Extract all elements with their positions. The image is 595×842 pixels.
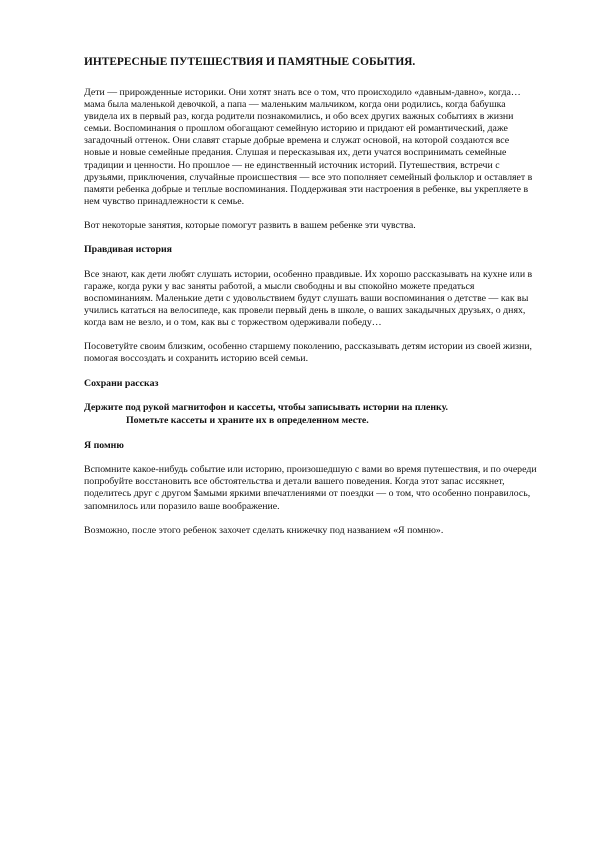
section-heading-save-story: Сохрани рассказ	[84, 377, 159, 389]
i-remember-paragraph-1: Вспомните какое-нибудь событие или историю, произошедшую с вами во время путешествия, и по очереди попробуйте восстановить все обстоятельства и детали вашего поведения. Когда этот запас иссякнет, поделитесь друг с другом $амыми яркими впечатлениями от поездки — о том, что особенно понравилось, запомнилось или поразило ваше воображение.	[84, 464, 537, 512]
i-remember-paragraph-2: Возможно, после этого ребенок захочет сделать книжечку под названием «Я помню».	[84, 524, 444, 536]
document-title: ИНТЕРЕСНЫЕ ПУТЕШЕСТВИЯ И ПАМЯТНЫЕ СОБЫТИЯ.	[84, 56, 416, 68]
section-heading-true-story: Правдивая история	[84, 244, 172, 256]
true-story-paragraph-2: Посоветуйте своим близким, особенно старшему поколению, рассказывать детям истории из своей жизни, помогая воссоздать и сохранить историю всей семьи.	[84, 341, 533, 365]
save-story-line-1: Держите под рукой магнитофон и кассеты, чтобы записывать истории на пленку.	[84, 402, 448, 413]
save-story-line-2: Пометьте кассеты и храните их в определенном месте.	[126, 414, 369, 426]
section-heading-i-remember: Я помню	[84, 440, 124, 451]
true-story-paragraph-1: Все знают, как дети любят слушать истории, особенно правдивые. Их хорошо рассказывать на кухне или в гараже, когда руки у вас заняты работой, а мысли свободны и вы спокойно можете предаться воспоминаниям. Маленькие дети с удовольствием будут слушать ваши воспоминания о детстве — как вы учились кататься на велосипеде, как провели первый день в школе, о ваших закадычных друзьях, о днях, когда вам не везло, и о том, как вы с торжеством одерживали победу…	[84, 268, 533, 329]
intro-paragraph: Дети — прирожденные историки. Они хотят знать все о том, что происходило «давным-давно», когда… мама была маленькой девочкой, а папа — маленьким мальчиком, когда они родились, когда бабушка увидела их в первый раз, когда родители познакомились, и обо всех других важных событиях в жизни семьи. Воспоминания о прошлом обогащают семейную историю и придают ей романтический, даже загадочный оттенок. Они славят старые добрые времена и служат основой, на которой создаются все новые и новые семейные предания. Слушая и пересказывая их, дети учатся воспринимать семейные традиции и ценности. Но прошлое — не единственный источник историй. Путешествия, встречи с друзьями, приключения, случайные происшествия — все это пополняет семейный фольклор и оставляет в памяти ребенка добрые и теплые воспоминания. Поддерживая эти настроения в ребенке, вы укрепляете в нем чувство принадлежности к семье.	[84, 87, 533, 207]
lead-paragraph: Вот некоторые занятия, которые помогут развить в вашем ребенке эти чувства.	[84, 220, 416, 232]
